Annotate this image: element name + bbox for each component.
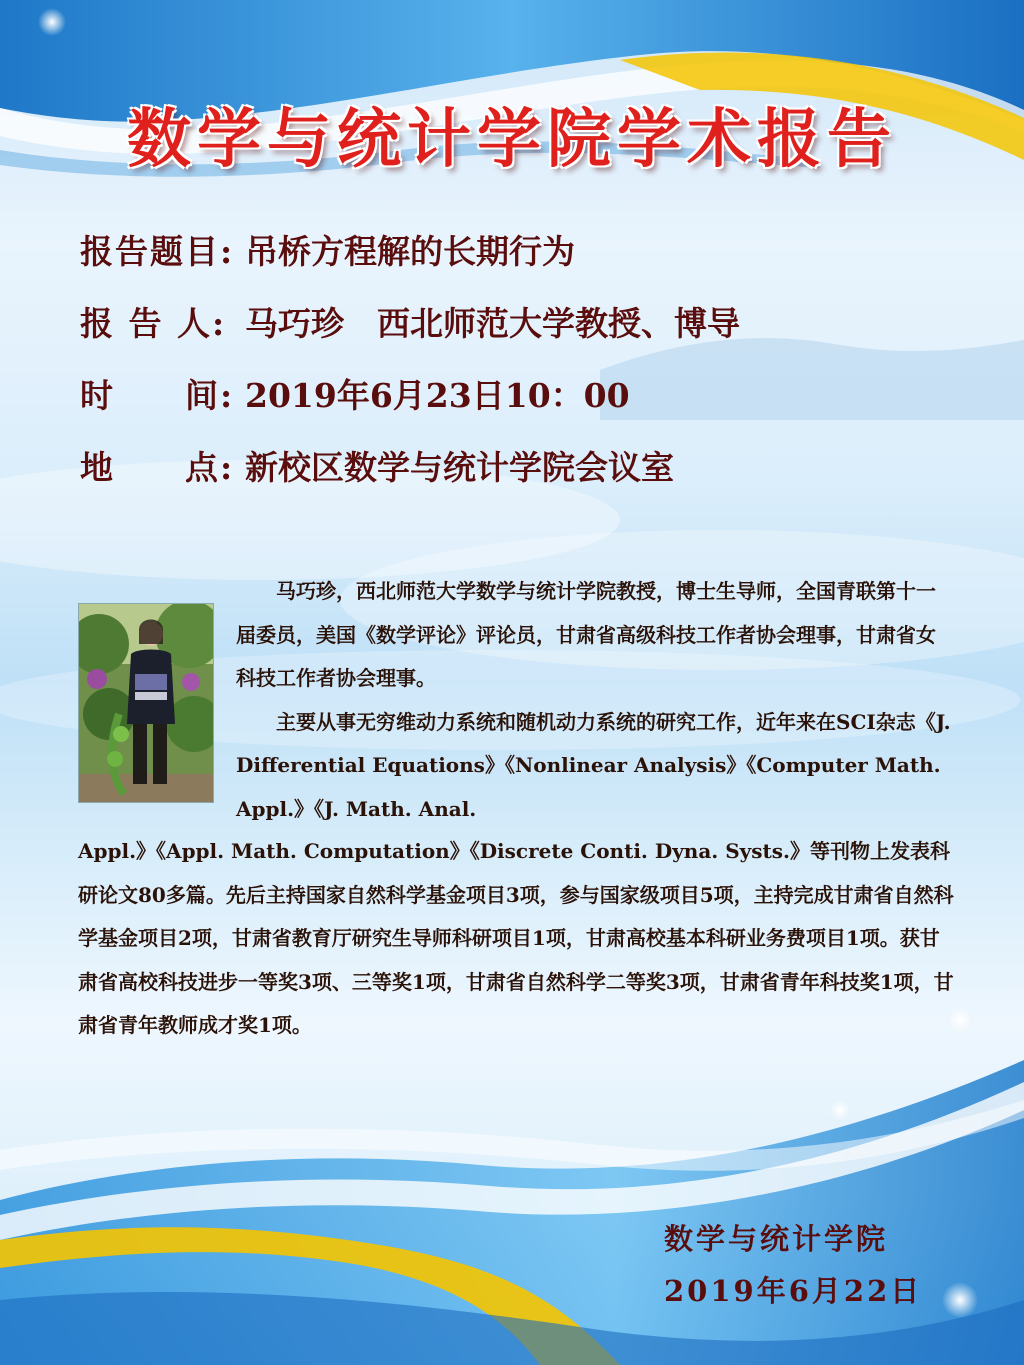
topic-label: 报告题目: [80, 232, 235, 271]
footer-date: 2019年6月22日 [664, 1274, 923, 1308]
bio-top-block [236, 570, 954, 831]
speaker-row [80, 298, 740, 370]
page-title: 数学与统计学院学术报告 [127, 102, 897, 177]
footer [664, 1213, 922, 1317]
topic-row [80, 226, 740, 298]
speaker-label: 报 告 人: [80, 304, 227, 343]
place-value: 新校区数学与统计学院会议室 [245, 448, 674, 487]
bio-bottom-block [78, 830, 958, 1048]
time-label: 时 间: [80, 376, 235, 415]
bio-paragraph-2-cont: Appl.》《Appl. Math. Computation》《Discrete Conti. Dyna. Systs.》等刊物上发表科研论文80多篇。先后主持国家自然科学基金项目3项，参与国家级项目5项，主持完成甘肃省自然科学基金项目2项，甘肃省教育厅研究生导师科研项目1项，甘肃高校基本科研业务费项目1项。获甘肃省高校科技进步一等奖3项、三等奖1项，甘肃省自然科学二等奖3项，甘肃省青年科技奖1项，甘肃省青年教师成才奖1项。 [78, 839, 954, 1037]
speaker-portrait-icon [78, 603, 214, 803]
topic-value: 吊桥方程解的长期行为 [245, 232, 575, 271]
place-label: 地 点: [80, 448, 235, 487]
time-value: 2019年6月23日10：00 [245, 376, 630, 415]
time-row [80, 370, 740, 442]
report-info [80, 226, 740, 514]
bio-paragraph-1: 马巧珍，西北师范大学数学与统计学院教授，博士生导师，全国青联第十一届委员，美国《数学评论》评论员，甘肃省高级科技工作者协会理事，甘肃省女科技工作者协会理事。 [236, 579, 936, 690]
footer-org: 数学与统计学院 [664, 1222, 889, 1256]
speaker-value: 马巧珍 西北师范大学教授、博导 [245, 304, 740, 343]
place-row [80, 442, 740, 514]
bio-paragraph-2-start: 主要从事无穷维动力系统和随机动力系统的研究工作，近年来在SCI杂志《J. Differential Equations》《Nonlinear Analysis》《Computer Math. Appl.》《J. Math. Anal. [236, 709, 951, 821]
